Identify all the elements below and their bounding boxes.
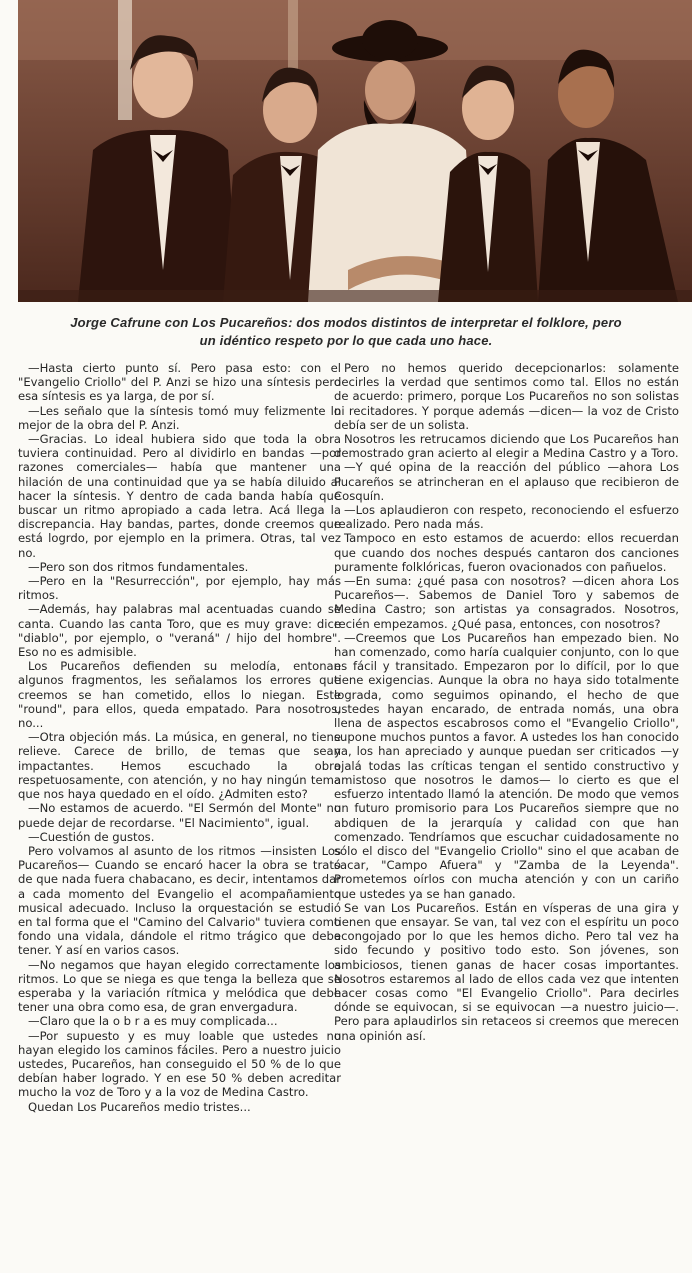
paragraph: Nosotros les retrucamos diciendo que Los Pucareños han demostrado gran acierto al elegir a Medina Castro y a Toro. bbox=[334, 432, 679, 461]
paragraph: —Claro que la o b r a es muy complicada... bbox=[28, 1014, 278, 1029]
paragraph: —No estamos de acuerdo. "El Sermón del Monte" no puede dejar de recordarse. "El Nacimiento", igual. bbox=[18, 801, 341, 830]
paragraph: Tampoco en esto estamos de acuerdo: ellos recuerdan que cuando dos noches después cantaron dos canciones puramente folklóricas, fueron ovacionados con pañuelos. bbox=[334, 531, 679, 574]
photo bbox=[18, 0, 692, 302]
article-column-right bbox=[334, 361, 679, 1043]
photo-icon bbox=[18, 0, 692, 302]
paragraph: —Y qué opina de la reacción del público —ahora Los Pucareños se atrincheran en el aplauso que recibieron de Cosquín. bbox=[334, 460, 679, 503]
article-column-left bbox=[18, 361, 341, 1114]
paragraph: —Además, hay palabras mal acentuadas cuando se canta. Cuando las canta Toro, que es muy grave: dice "diablo", por ejemplo, o "veraná" / hijo del hombre". Eso no es admisible. bbox=[18, 602, 341, 660]
paragraph: —Gracias. Lo ideal hubiera sido que toda la obra tuviera continuidad. Pero al dividirlo en bandas —por razones comerciales— había que mantener una hilación de una continuidad que ya se había diluido al hacer la síntesis. Y dentro de cada banda había que buscar un ritmo apropiado a cada letra. Acá llega la discrepancia. Hay bandas, partes, donde creemos que está logrdo, por ejemplo en la primera. Otras, tal vez no. bbox=[18, 432, 341, 560]
paragraph: Se van Los Pucareños. Están en vísperas de una gira y tienen que ensayar. Se van, tal vez con el espíritu un poco acongojado por lo que les hemos dicho. Pero tal vez ha sido fecundo y positivo todo esto. Son jóvenes, son ambiciosos, tienen ganas de hacer cosas importantes. Nosotros estaremos al lado de ellos cada vez que intenten hacer cosas como "El Evangelio Criollo". Para decirles dónde se equivocan, si se equivocan —a nuestro juicio—. Pero para aplaudirlos sin retaceos si creemos que merecen una opinión así. bbox=[334, 900, 679, 1043]
paragraph: —Creemos que Los Pucareños han empezado bien. No han comenzado, como haría cualquier conjunto, con lo que es fácil y transitado. Empezaron por lo difícil, por lo que tiene exigencias. Aunque la obra no haya sido totalmente lograda, como seguimos opinando, el hecho de que ustedes hayan encarado, de entrada nomás, una obra llena de aspectos escabrosos como el "Evangelio Criollo", supone muchos puntos a favor. A ustedes los han conocido ya, los han apreciado y aunque puedan ser criticados —y ojalá todas las críticas tengan el sentido constructivo y amistoso que nosotros le damos— lo cierto es que el esfuerzo intentado llamó la atención. De modo que vemos un futuro promisorio para Los Pucareños siempre que no abdiquen de la jerarquía y calidad con que han comenzado. Tendríamos que escuchar cuidadosamente no sólo el disco del "Evangelio Criollo" sino el que acaban de sacar, "Campo Afuera" y "Zamba de la Leyenda". Prometemos oírlos con mucha atención y con un cariño que ustedes ya se han ganado. bbox=[334, 630, 679, 901]
paragraph: —Les señalo que la síntesis tomó muy felizmente lo mejor de la obra del P. Anzi. bbox=[18, 403, 341, 432]
paragraph: —Por supuesto y es muy loable que ustedes no hayan elegido los caminos fáciles. Pero a nuestro juicio ustedes, Pucareños, han conseguido el 50 % de lo que debían haber logrado. Y en ese 50 % deben acreditar mucho la voz de Toro y a la voz de Medina Castro. bbox=[18, 1028, 341, 1100]
caption-line-2: un idéntico respeto por lo que cada uno hace. bbox=[199, 333, 493, 348]
paragraph: —Otra objeción más. La música, en general, no tiene relieve. Carece de brillo, de temas que sean impactantes. Hemos escuchado la obra respetuosamente, con atención, y no hay ningún tema que nos haya quedado en el oído. ¿Admiten esto? bbox=[18, 730, 341, 802]
paragraph: Quedan Los Pucareños medio tristes... bbox=[28, 1099, 251, 1114]
caption-line-1: Jorge Cafrune con Los Pucareños: dos modos distintos de interpretar el folklore, pero bbox=[70, 315, 622, 330]
paragraph: —En suma: ¿qué pasa con nosotros? —dicen ahora Los Pucareños—. Sabemos de Daniel Toro y sabemos de Medina Castro; son artistas ya consagrados. Nosotros, recién empezamos. ¿Qué pasa, entonces, con nosotros? bbox=[334, 574, 679, 631]
paragraph: Los Pucareños defienden su melodía, entonan algunos fragmentos, les señalamos los errores que creemos se han cometido, ellos lo niegan. Este "round", para ellos, queda empatado. Para nosotros, no... bbox=[18, 659, 341, 731]
paragraph: Pero volvamos al asunto de los ritmos —insisten Los Pucareños— Cuando se encaró hacer la obra se trató de que nada fuera chabacano, es decir, intentamos dar a cada momento del Evangelio el acompañamiento musical adecuado. Incluso la orquestación se estudió en tal forma que el "Camino del Calvario" tuviera como fondo una vidala, dándole el ritmo trágico que debe tener. Y así en varios casos. bbox=[18, 843, 341, 958]
paragraph: —Hasta cierto punto sí. Pero pasa esto: con el "Evangelio Criollo" del P. Anzi se hizo una síntesis pero esa síntesis es ya larga, de por sí. bbox=[18, 361, 341, 404]
paragraph: —Cuestión de gustos. bbox=[28, 829, 155, 844]
paragraph: Pero no hemos querido decepcionarlos: solamente decirles la verdad que sentimos como tal. Ellos no están de acuerdo: primero, porque Los Pucareños no son solistas ni recitadores. Y porque además —dicen— la voz de Cristo debía ser de un solista. bbox=[334, 361, 679, 432]
paragraph: —Los aplaudieron con respeto, reconociendo el esfuerzo realizado. Pero nada más. bbox=[334, 503, 679, 532]
paragraph: —Pero en la "Resurrección", por ejemplo, hay más ritmos. bbox=[18, 574, 341, 603]
photo-caption bbox=[18, 314, 674, 350]
paragraph: —Pero son dos ritmos fundamentales. bbox=[28, 559, 249, 574]
paragraph: —No negamos que hayan elegido correctamente los ritmos. Lo que se niega es que tenga la belleza que se esperaba y la variación rítmica y melódica que debe tener una obra como esa, de gran envergadura. bbox=[18, 957, 341, 1015]
